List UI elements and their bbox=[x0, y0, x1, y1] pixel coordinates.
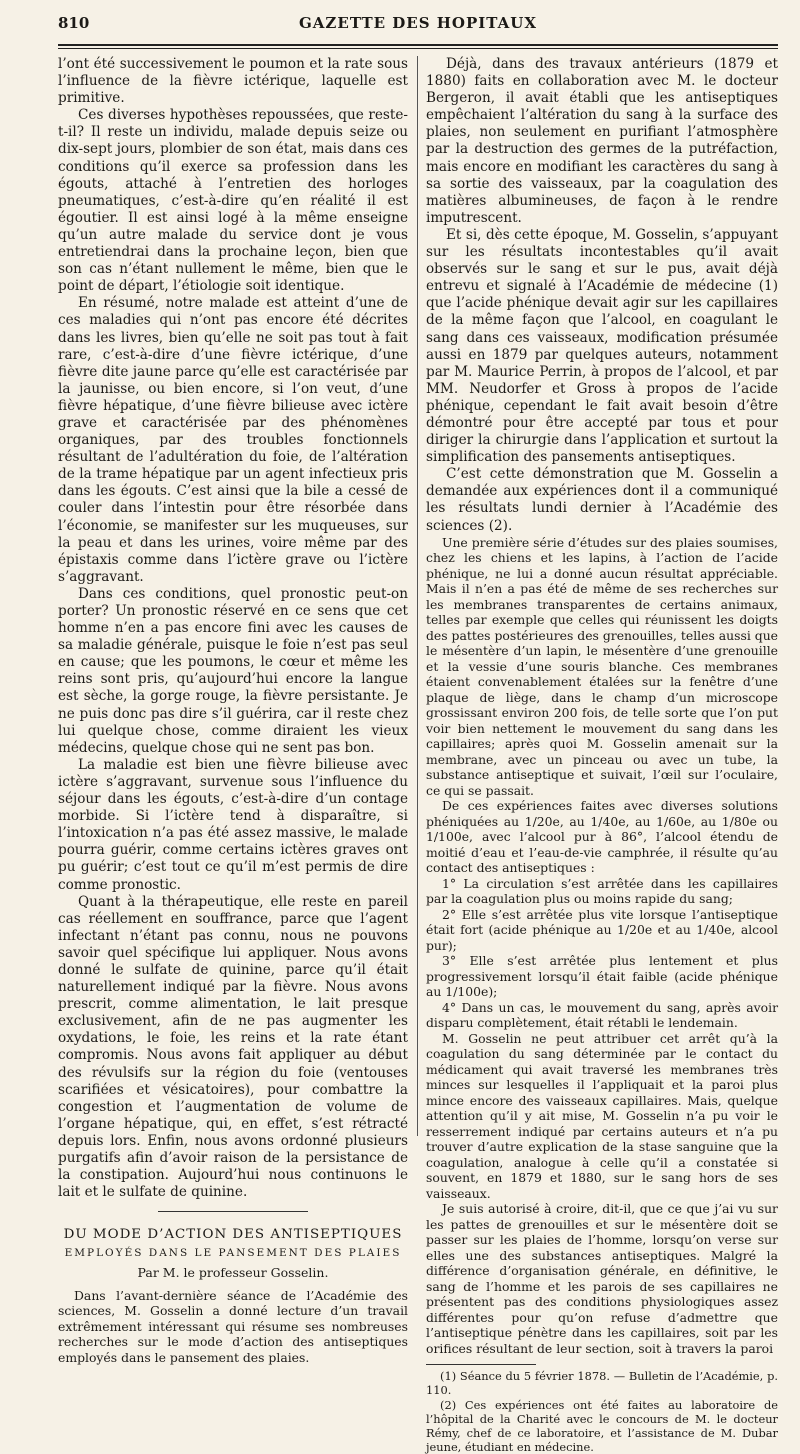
paragraph: En résumé, notre malade est atteint d’une de ces maladies qui n’ont pas encore été décrites dans les livres, bien qu’elle ne soit pas tout à fait rare, c’est-à-dire d’une fièvre ictérique, d’une fièvre dite jaune parce qu’elle est caractérisée par la jaunisse, ou bien encore, si l’on veut, d’une fièvre hépatique, d’une fièvre bilieuse avec ictère grave et caractérisée par des phénomènes organiques, par des troubles fonctionnels résultant de l’adultération du foie, de l’altération de la trame hépatique par un agent infectieux pris dans les égouts. C’est ainsi que la bile a cessé de couler dans l’intestin pour être résorbée dans l’économie, se manifester sur les muqueuses, sur la peau et dans les urines, voire même par des épistaxis comme dans l’ictère grave ou l’ictère s’aggravant. bbox=[58, 295, 408, 585]
list-item: 2° Elle s’est arrêtée plus vite lorsque l’antiseptique était fort (acide phénique au 1/20e et au 1/40e, alcool pur); bbox=[426, 906, 778, 953]
paragraph: La maladie est bien une fièvre bilieuse avec ictère s’aggravant, survenue sous l’influence du séjour dans les égouts, c’est-à-dire d’un contage morbide. Si l’ictère tend à disparaître, si l’intoxication n’a pas été assez massive, le malade pourra guérir, comme certains ictères graves ont pu guérir; c’est tout ce qu’il m’est permis de dire comme pronostic. bbox=[58, 756, 408, 893]
list-item: 1° La circulation s’est arrêtée dans les capillaires par la coagulation plus ou moins rapide du sang; bbox=[426, 875, 778, 907]
left-column bbox=[58, 56, 408, 1365]
header-rule-thick bbox=[58, 44, 778, 46]
paragraph: Et si, dès cette époque, M. Gosselin, s’appuyant sur les résultats incontestables qu’il avait observés sur le sang et sur le pus, avait déjà entrevu et signalé à l’Académie de médecine (1) que l’acide phénique devait agir sur les capillaires de la même façon que l’alcool, en coagulant le sang dans ces vaisseaux, modification présumée aussi en 1879 par quelques auteurs, notamment par M. Maurice Perrin, à propos de l’alcool, et par MM. Neudorfer et Gross à propos de l’acide phénique, cependant le fait avait besoin d’être démontré pour être accepté par tous et pour diriger la chirurgie dans l’application et surtout la simplification des pansements antiseptiques. bbox=[426, 226, 778, 466]
paragraph: C’est cette démonstration que M. Gosselin a demandée aux expériences dont il a communiqué les résultats lundi dernier à l’Académie des sciences (2). bbox=[426, 466, 778, 534]
section-body bbox=[58, 1288, 408, 1366]
paragraph: Une première série d’études sur des plaies soumises, chez les chiens et les lapins, à l’action de l’acide phénique, ne lui a donné aucun résultat appréciable. Mais il n’en a pas été de même de ses recherches sur les membranes transparentes de certains animaux, telles par exemple que celles qui réunissent les doigts des pattes postérieures des grenouilles, telles aussi que le mésentère d’un lapin, le mésentère d’une grenouille et la vessie d’une souris blanche. Ces membranes étaient convenablement étalées sur la fenêtre d’une plaque de liège, dans le champ d’un microscope grossissant environ 200 fois, de telle sorte que l’on put voir bien nettement le mouvement du sang dans les capillaires; après quoi M. Gosselin amenait sur la membrane, avec un pinceau ou avec un tube, la substance antiseptique et suivait, l’œil sur l’oculaire, ce qui se passait. bbox=[426, 534, 779, 798]
paragraph: Déjà, dans des travaux antérieurs (1879 et 1880) faits en collaboration avec M. le docteur Bergeron, il avait établi que les antiseptiques empêchaient l’altération du sang à la surface des plaies, non seulement en purifiant l’atmosphère par la destruction des germes de la putréfaction, mais encore en modifiant les caractères du sang à sa sortie des vaisseaux, par la coagulation des matières albumineuses, de façon à le rendre imputrescent. bbox=[426, 56, 778, 226]
footnote: (1) Séance du 5 février 1878. — Bulletin de l’Académie, p. 110. bbox=[426, 1369, 778, 1398]
list-item: 3° Elle s’est arrêtée plus lentement et plus progressivement lorsqu’il était faible (acide phénique au 1/100e); bbox=[426, 953, 778, 1000]
paragraph: l’ont été successivement le poumon et la rate sous l’influence de la fièvre ictérique, laquelle est primitive. bbox=[58, 56, 408, 107]
running-title: GAZETTE DES HOPITAUX bbox=[298, 14, 537, 32]
list-item: 4° Dans un cas, le mouvement du sang, après avoir disparu complètement, était rétabli le lendemain. bbox=[426, 999, 778, 1031]
right-column bbox=[426, 56, 778, 1454]
page-number: 810 bbox=[58, 14, 90, 32]
paragraph: Dans ces conditions, quel pronostic peut-on porter? Un pronostic réservé en ce sens que cet homme n’en a pas encore fini avec les causes de sa maladie générale, puisque le foie n’est pas seul en cause; que les poumons, le cœur et même les reins sont pris, qu’aujourd’hui encore la langue est sèche, la gorge rouge, la fièvre persistante. Je ne puis donc pas dire s’il guérira, car il reste chez lui quelque chose, comme diraient les vieux médecins, quelque chose qui ne sent pas bon. bbox=[58, 585, 408, 756]
section-divider bbox=[158, 1211, 308, 1212]
paragraph: M. Gosselin ne peut attribuer cet arrêt qu’à la coagulation du sang déterminée par le contact du médicament qui avait traversé les membranes très minces sur lesquelles il l’appliquait et la paroi plus mince encore des vaisseaux capillaires. Mais, quelque attention qu’il y ait mise, M. Gosselin n’a pu voir le resserrement indiqué par certains auteurs et n’a pu trouver d’autre explication de la stase sanguine que la coagulation, analogue à celle qu’il a constatée si souvent, en 1879 et 1880, sur le sang hors de ses vaisseaux. bbox=[426, 1030, 778, 1201]
paragraph: De ces expériences faites avec diverses solutions phéniquées au 1/20e, au 1/40e, au 1/60e, au 1/80e ou 1/100e, avec l’alcool pur à 86°, l’alcool étendu de moitié d’eau et l’eau-de-vie camphrée, il résulte qu’au contact des antiseptiques : bbox=[426, 798, 778, 876]
section-title: DU MODE D’ACTION DES ANTISEPTIQUES bbox=[63, 1227, 403, 1243]
page-header bbox=[58, 14, 778, 38]
paragraph: Je suis autorisé à croire, dit-il, que ce que j’ai vu sur les pattes de grenouilles et sur le mésentère doit se passer sur les plaies de l’homme, lorsqu’on verse sur elles une des substances antiseptiques. Malgré la différence d’organisation générale, en définitive, le sang de l’homme et les parois de ses capillaires ne présentent pas des conditions physiologiques assez différentes pour qu’on refuse d’admettre que l’antiseptique pénètre dans les capillaires, soit par les orifices résultant de leur section, soit à travers la paroi bbox=[426, 1201, 778, 1356]
section-subtitle: EMPLOYÉS DANS LE PANSEMENT DES PLAIES bbox=[64, 1247, 402, 1260]
header-rule-thin bbox=[58, 48, 778, 49]
column-divider bbox=[417, 56, 418, 1136]
experiment-details bbox=[426, 535, 778, 1357]
paragraph: Dans l’avant-dernière séance de l’Académie des sciences, M. Gosselin a donné lecture d’un travail extrêmement intéressant qui résume ses nombreuses recherches sur le mode d’action des antiseptiques employés dans le pansement des plaies. bbox=[58, 1287, 408, 1365]
footnote-rule bbox=[426, 1364, 536, 1365]
paragraph: Ces diverses hypothèses repoussées, que reste-t-il? Il reste un individu, malade depuis seize ou dix-sept jours, plombier de son état, mais dans ces conditions qu’il exerce sa profession dans les égouts, attaché à l’entretien des horloges pneumatiques, c’est-à-dire qu’en réalité il est égoutier. Il est ainsi logé à la même enseigne qu’un autre malade du service dont je vous entretiendrai dans la prochaine leçon, bien que son cas n’étant nullement le même, bien que le point de départ, l’étiologie soit identique. bbox=[58, 107, 408, 295]
footnote: (2) Ces expériences ont été faites au laboratoire de l’hôpital de la Charité avec le concours de M. le docteur Rémy, chef de ce laboratoire, et l’assistance de M. Dubar jeune, étudiant en médecine. bbox=[426, 1397, 778, 1454]
paragraph: Quant à la thérapeutique, elle reste en pareil cas réellement en souffrance, parce que l’agent infectant n’étant pas connu, nous ne pouvons savoir quel spécifique lui appliquer. Nous avons donné le sulfate de quinine, parce qu’il était naturellement indiqué par la fièvre. Nous avons prescrit, comme alimentation, le lait presque exclusivement, afin de ne pas augmenter les oxydations, le foie, les reins et la rate étant compromis. Nous avons fait appliquer au début des révulsifs sur la région du foie (ventouses scarifiées et vésicatoires), pour combattre la congestion et l’augmentation de volume de l’organe hépatique, qui, en effet, s’est rétracté depuis lors. Enfin, nous avons ordonné plusieurs purgatifs afin d’avoir raison de la persistance de la constipation. Aujourd’hui nous continuons le lait et le sulfate de quinine. bbox=[58, 893, 408, 1201]
section-author: Par M. le professeur Gosselin. bbox=[137, 1265, 329, 1281]
